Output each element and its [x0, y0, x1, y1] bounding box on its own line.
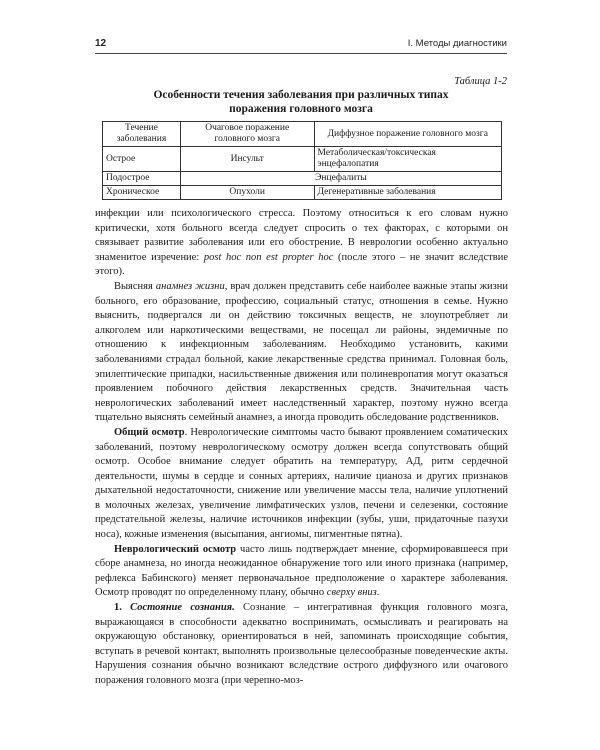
- table-label: Таблица 1-2: [454, 76, 507, 87]
- disease-course-table: [102, 121, 502, 200]
- page-number: 12: [95, 38, 107, 49]
- text-run: , врач должен представить себе наиболее важные этапы жизни больного, его образование, профессию, социальный статус, отношения в семье. Нужно выяснить, подвергался ли он действию токсичных веществ, не злоупотребляет ли алкоголем или наркотическими веществами, не посещал ли районы, эндемичные по отношению к инфекционным заболеваниям. Необходимо установить, какими заболеваниями страдал больной, какие лекарственные средства принимал. Головная боль, эпилептические припадки, насильственные движения или полиневропатия могут оказаться проявлением побочного действия лекарственных средств. Значительная часть неврологических заболеваний имеет наследственный характер, поэтому нужно всегда тщательно выяснять семейный анамнез, а иногда проводить обследование родственников.: [95, 280, 509, 424]
- text-run: .: [376, 587, 380, 599]
- text-run: . Неврологические симптомы часто бывают проявлением соматических заболеваний, поэтому неврологическому осмотру должен всегда сопутствовать общий осмотр. Особое внимание следует обратить на температуру, АД, ритм сердечной деятельности, шумы в сердце и сонных артериях, наличие цианоза и других признаков дыхательной недостаточности, снижение или увеличение массы тела, наличие уплотнений в молочных железах, увеличение лимфатических узлов, печени и селезенки, состояние предстательной железы, наличие источников инфекции (зубы, уши, придаточные пазухи носа), кожные изменения (высыпания, ангиомы, пигментные пятна).: [95, 426, 508, 541]
- text-run: инфекции или психологического стресса. Поэтому относиться к его словам нужно критически, хотя больного всегда следует спросить о тех факторах, с которыми он связывает развитие заболевания или его обострение. В неврологии особенно актуально знаменитое изречение:: [95, 208, 508, 263]
- table-row: [103, 186, 502, 200]
- cell-course: Хроническое: [103, 186, 181, 200]
- body-text: [95, 207, 508, 689]
- section-term: Общий осмотр: [114, 426, 185, 438]
- section-term: Состояние сознания.: [130, 602, 235, 614]
- italic-term: анамнез жизни: [155, 280, 225, 292]
- table-row: [103, 172, 502, 186]
- list-number: 1.: [114, 602, 131, 614]
- column-header-diffuse: Диффузное поражение головного мозга: [314, 122, 502, 147]
- header-rule: [95, 53, 507, 54]
- cell-focal: Опухоли: [180, 186, 314, 200]
- table-title-line-2: поражения головного мозга: [229, 103, 373, 115]
- paragraph-continuation: [95, 207, 508, 280]
- chapter-title: I. Методы диагностики: [407, 38, 507, 49]
- column-header-focal: Очаговое поражение головного мозга: [180, 122, 314, 147]
- paragraph-consciousness: [95, 601, 508, 689]
- table-title: [95, 88, 507, 116]
- cell-focal: Инсульт: [180, 147, 314, 172]
- italic-term: сверху вниз: [326, 587, 377, 599]
- cell-diffuse: Метаболическая/токсическая энцефалопатия: [314, 147, 502, 172]
- table-header-row: [103, 122, 502, 147]
- text-run: Выясняя: [114, 280, 156, 292]
- running-header: [95, 38, 507, 49]
- cell-diffuse: Дегенеративные заболевания: [314, 186, 502, 200]
- text-run: (после этого – не значит вследствие этого).: [95, 251, 508, 278]
- latin-phrase: post hoc non est propter hoc: [203, 251, 334, 263]
- cell-course: Острое: [103, 147, 181, 172]
- cell-merged: Энцефалиты: [180, 172, 501, 186]
- cell-course: Подострое: [103, 172, 181, 186]
- section-term: Неврологический осмотр: [114, 543, 237, 555]
- table-title-line-1: Особенности течения заболевания при различных типах: [153, 89, 449, 101]
- text-run: часто лишь подтверждает мнение, сформировавшееся при сборе анамнеза, но иногда неожиданное обнаружение того или иного признака (например, рефлекса Бабинского) меняет первоначальное предположение о характере заболевания. Осмотр проводят по определенному плану, обычно: [95, 543, 509, 599]
- column-header-course: Течение заболевания: [103, 122, 181, 147]
- paragraph-general-exam: [95, 426, 508, 543]
- table-row: [103, 147, 502, 172]
- paragraph-neuro-exam: [95, 543, 508, 601]
- text-run: Сознание – интегративная функция головного мозга, выражающаяся в способности адекватно воспринимать, осмысливать и реагировать на окружающую обстановку, ориентироваться в ней, запоминать происходящие события, вступать в речевой контакт, выполнять произвольные целесообразные поведенческие акты. Нарушения сознания обычно возникают вследствие острого диффузного или очагового поражения головного мозга (при черепно-моз-: [95, 602, 508, 686]
- paragraph-life-history: [95, 280, 508, 426]
